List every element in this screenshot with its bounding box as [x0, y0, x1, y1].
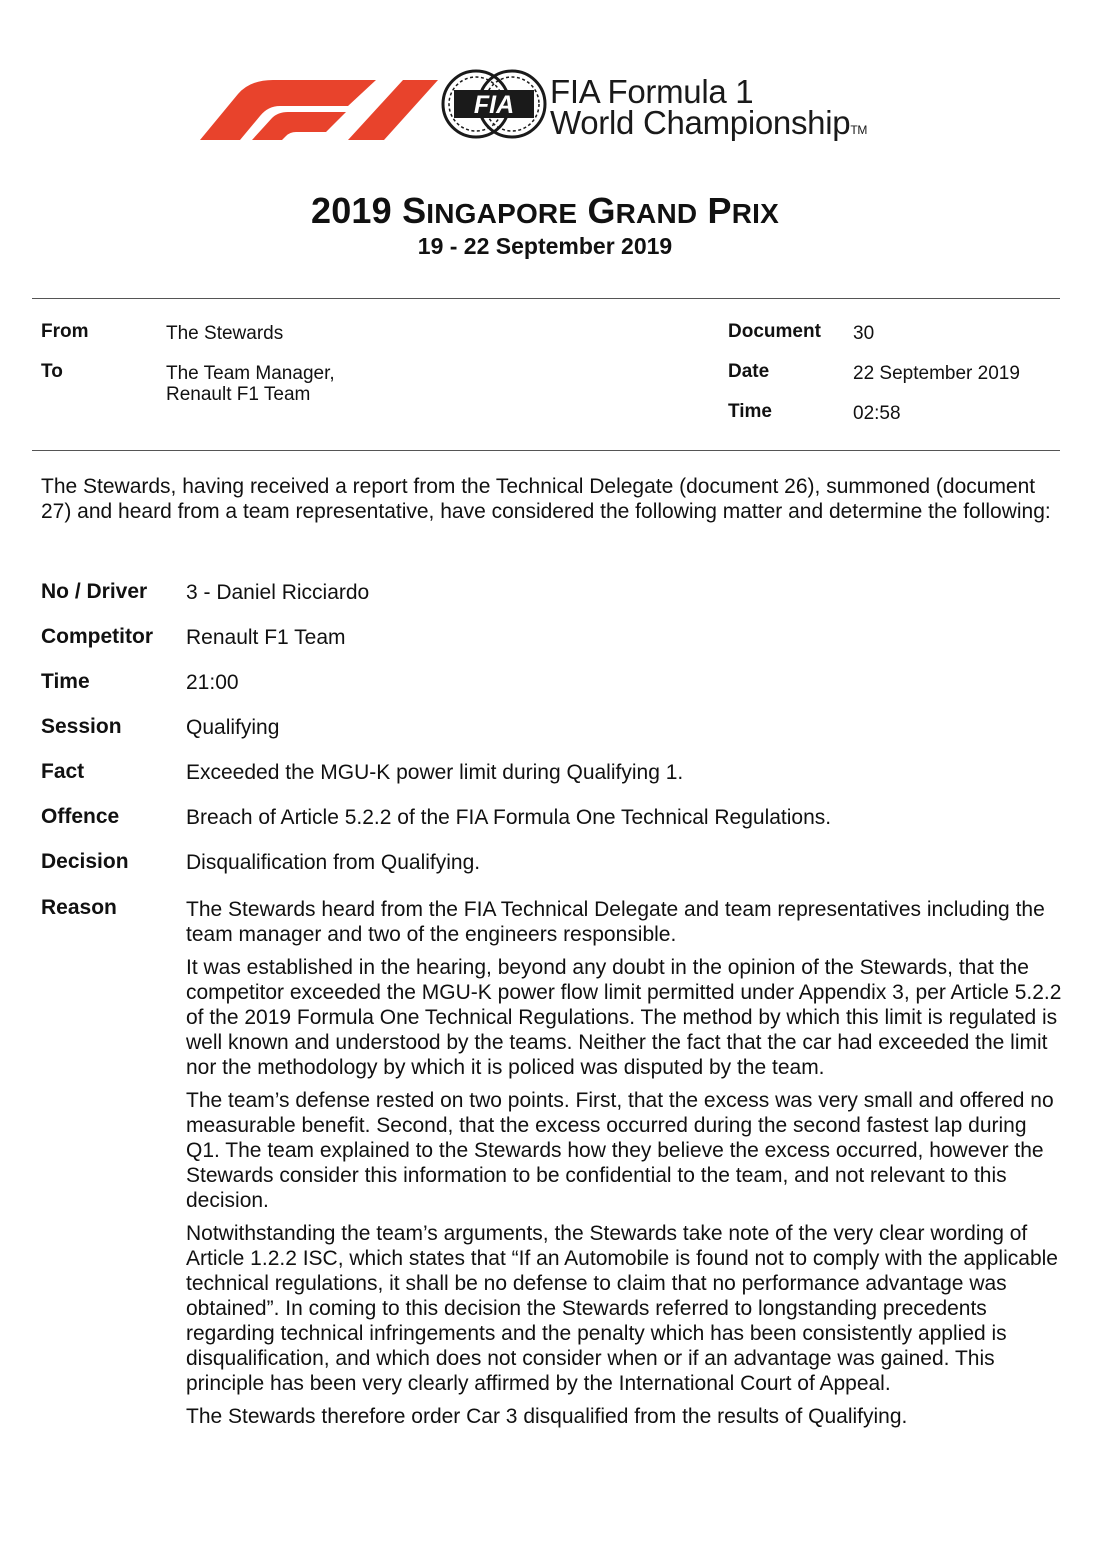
from-value: The Stewards — [166, 323, 284, 344]
date-value: 22 September 2019 — [853, 363, 1020, 384]
fia-seal-icon — [440, 68, 548, 140]
date-label: Date — [728, 361, 770, 382]
competitor-label: Competitor — [41, 625, 153, 648]
document-label: Document — [728, 321, 821, 342]
competitor-value: Renault F1 Team — [186, 626, 346, 649]
intro-paragraph: The Stewards, having received a report from the Technical Delegate (document 26), summoned (document 27) and heard from a team representative, have considered the following matter and determine the following: — [41, 475, 1051, 523]
time-label: Time — [728, 401, 773, 422]
to-value: The Team Manager, Renault F1 Team — [166, 363, 335, 405]
driver-label: No / Driver — [41, 580, 148, 603]
from-label: From — [41, 321, 89, 342]
offence-value: Breach of Article 5.2.2 of the FIA Formula One Technical Regulations. — [186, 806, 832, 829]
header-logos — [198, 68, 918, 148]
session-label: Session — [41, 715, 122, 738]
brand-wordmark — [550, 73, 868, 146]
brand-line-1: FIA Formula 1 — [550, 73, 754, 110]
session-value: Qualifying — [186, 716, 280, 739]
reason-text — [186, 897, 1066, 1437]
decision-label: Decision — [41, 850, 129, 873]
f1-logo-icon — [198, 74, 438, 144]
reason-paragraph: The team’s defense rested on two points. First, that the excess was very small and offered no measurable benefit. Second, that the excess occurred during the second fastest lap during Q1. The team explained to the Stewards how they believe the excess occurred, however the Stewards consider this information to be confidential to the team, and not relevant to this decision. — [186, 1089, 1054, 1212]
incident-time-label: Time — [41, 670, 90, 693]
document-value: 30 — [853, 323, 875, 344]
to-label: To — [41, 361, 63, 382]
reason-paragraph: It was established in the hearing, beyond any doubt in the opinion of the Stewards, that the competitor exceeded the MGU-K power flow limit permitted under Appendix 3, per Article 5.2.2 of the 2019 Formula One Technical Regulations. The method by which this limit is regulated is well known and understood by the teams. Neither the fact that the car had exceeded the limit nor the methodology by which it is policed was disputed by the team. — [186, 956, 1062, 1079]
fact-value: Exceeded the MGU-K power limit during Qualifying 1. — [186, 761, 684, 784]
decision-value: Disqualification from Qualifying. — [186, 851, 481, 874]
trademark: TM — [850, 123, 868, 137]
driver-value: 3 - Daniel Ricciardo — [186, 581, 370, 604]
fia-seal-text: FIA — [473, 91, 515, 119]
reason-label: Reason — [41, 896, 117, 919]
incident-time-value: 21:00 — [186, 671, 239, 694]
event-dates: 19 - 22 September 2019 — [417, 233, 673, 259]
fact-label: Fact — [41, 760, 85, 783]
reason-paragraph: Notwithstanding the team’s arguments, the Stewards take note of the very clear wording of Article 1.2.2 ISC, which states that “If an Automobile is found not to comply with the applicable technical regulations, it shall be no defense to claim that no performance advantage was obtained”. In coming to this decision the Stewards referred to longstanding precedents regarding technical infringements and the penalty which has been consistently applied is disqualification, and which does not consider when or if an advantage was gained. This principle has been very clearly affirmed by the International Court of Appeal. — [186, 1222, 1058, 1395]
offence-label: Offence — [41, 805, 120, 828]
reason-paragraph: The Stewards therefore order Car 3 disqualified from the results of Qualifying. — [186, 1405, 908, 1428]
reason-paragraph: The Stewards heard from the FIA Technical Delegate and team representatives including the team manager and two of the engineers responsible. — [186, 898, 1045, 946]
document-title: 2019 SINGAPORE GRAND PRIX — [310, 190, 780, 231]
time-value: 02:58 — [853, 403, 901, 424]
divider-bottom — [32, 450, 1060, 451]
divider-top — [32, 298, 1060, 299]
brand-line-2: World ChampionshipTM — [550, 104, 868, 141]
